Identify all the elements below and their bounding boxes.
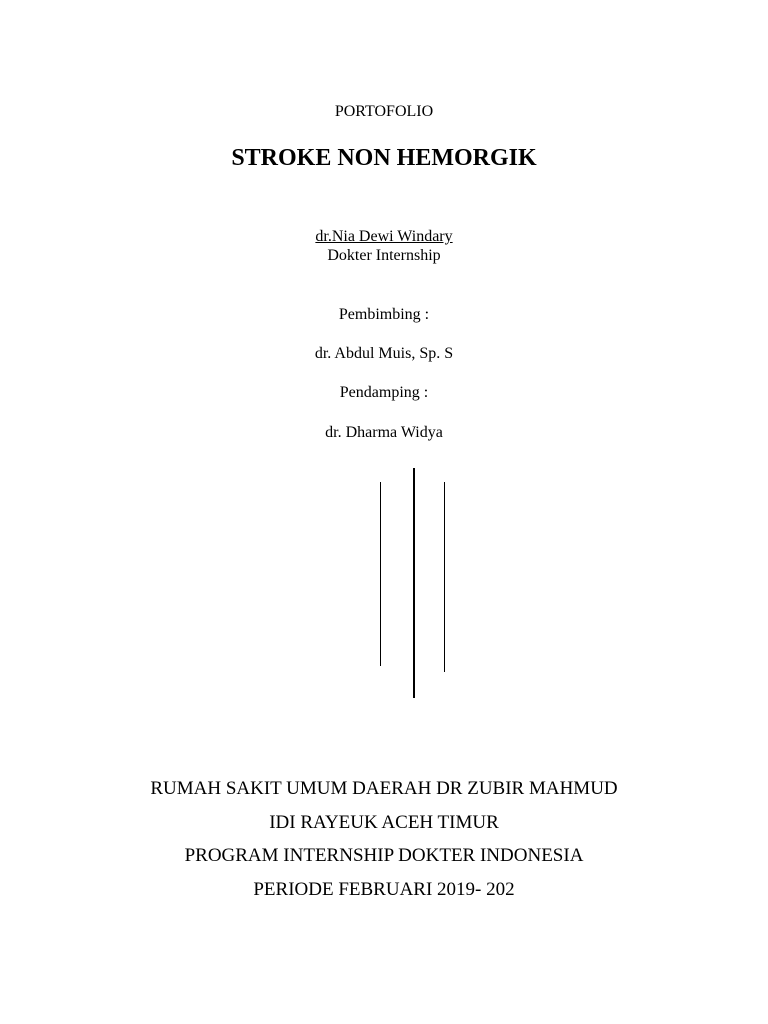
hospital-location: IDI RAYEUK ACEH TIMUR [269, 812, 499, 833]
author-name: dr.Nia Dewi Windary [315, 228, 453, 245]
author-role: Dokter Internship [327, 247, 441, 264]
center-divider-line [413, 468, 415, 698]
companion-name: dr. Dharma Widya [325, 424, 443, 441]
program-name: PROGRAM INTERNSHIP DOKTER INDONESIA [184, 845, 584, 866]
right-divider-line [444, 482, 445, 672]
left-divider-line [380, 482, 381, 666]
supervisor-label: Pembimbing : [338, 306, 430, 323]
companion-label: Pendamping : [339, 384, 429, 401]
document-title: STROKE NON HEMORGIK [231, 145, 537, 171]
hospital-name: RUMAH SAKIT UMUM DAERAH DR ZUBIR MAHMUD [150, 778, 618, 799]
program-period: PERIODE FEBRUARI 2019- 202 [253, 879, 515, 900]
portfolio-label: PORTOFOLIO [334, 103, 434, 120]
supervisor-name: dr. Abdul Muis, Sp. S [314, 345, 454, 362]
